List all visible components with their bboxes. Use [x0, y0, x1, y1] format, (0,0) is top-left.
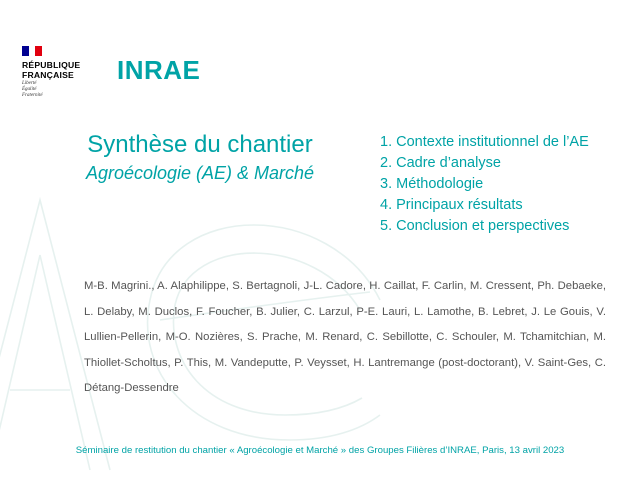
rf-motto-fraternite: Fraternité [22, 93, 43, 98]
french-flag-icon [22, 46, 42, 56]
agenda-item-2: 2. Cadre d’analyse [380, 155, 501, 171]
rf-line-1: RÉPUBLIQUE [22, 60, 81, 70]
agenda-item-5: 5. Conclusion et perspectives [380, 218, 570, 234]
inrae-logo: INRAE [117, 55, 201, 85]
agenda-item-3: 3. Méthodologie [380, 176, 484, 192]
agenda-item-4: 4. Principaux résultats [380, 197, 523, 213]
rf-line-2: FRANÇAISE [22, 70, 74, 80]
authors-list: M-B. Magrini., A. Alaphilippe, S. Bertagnoli, J-L. Cadore, H. Caillat, F. Carlin, M. Cressent, Ph. Debaeke, L. Delaby, M. Duclos, F. Foucher, B. Julier, C. Larzul, P-E. Lauri, L. Lamothe, B. Lebret, J. Le Gouis, V. Lullien-Pellerin, M-O. Nozières, S. Prache, M. Renard, C. Sebillotte, C. Schouler, M. Tchamitchian, M. Thiollet-Scholtus, P. This, M. Vandeputte, P. Veysset, H. Lantremange (post-doctorant), V. Saint-Ges, C. Détang-Dessendre [84, 280, 606, 394]
footer-seminar-note: Séminaire de restitution du chantier « Agroécologie et Marché » des Groupes Filières d’INRAE, Paris, 13 avril 2023 [75, 445, 565, 456]
title-line-1: Synthèse du chantier [87, 131, 313, 158]
rf-motto-liberte: Liberté [22, 81, 37, 86]
republique-francaise-logo [22, 46, 80, 99]
title-line-2: Agroécologie (AE) & Marché [85, 163, 315, 183]
rf-motto [22, 81, 80, 99]
agenda-list [380, 132, 589, 237]
agenda-item-1: 1. Contexte institutionnel de l’AE [380, 134, 589, 150]
rf-motto-egalite: Égalité [22, 87, 37, 92]
flag-blue [22, 46, 29, 56]
slide-title [40, 130, 360, 185]
flag-red [35, 46, 42, 56]
flag-white [29, 46, 36, 56]
